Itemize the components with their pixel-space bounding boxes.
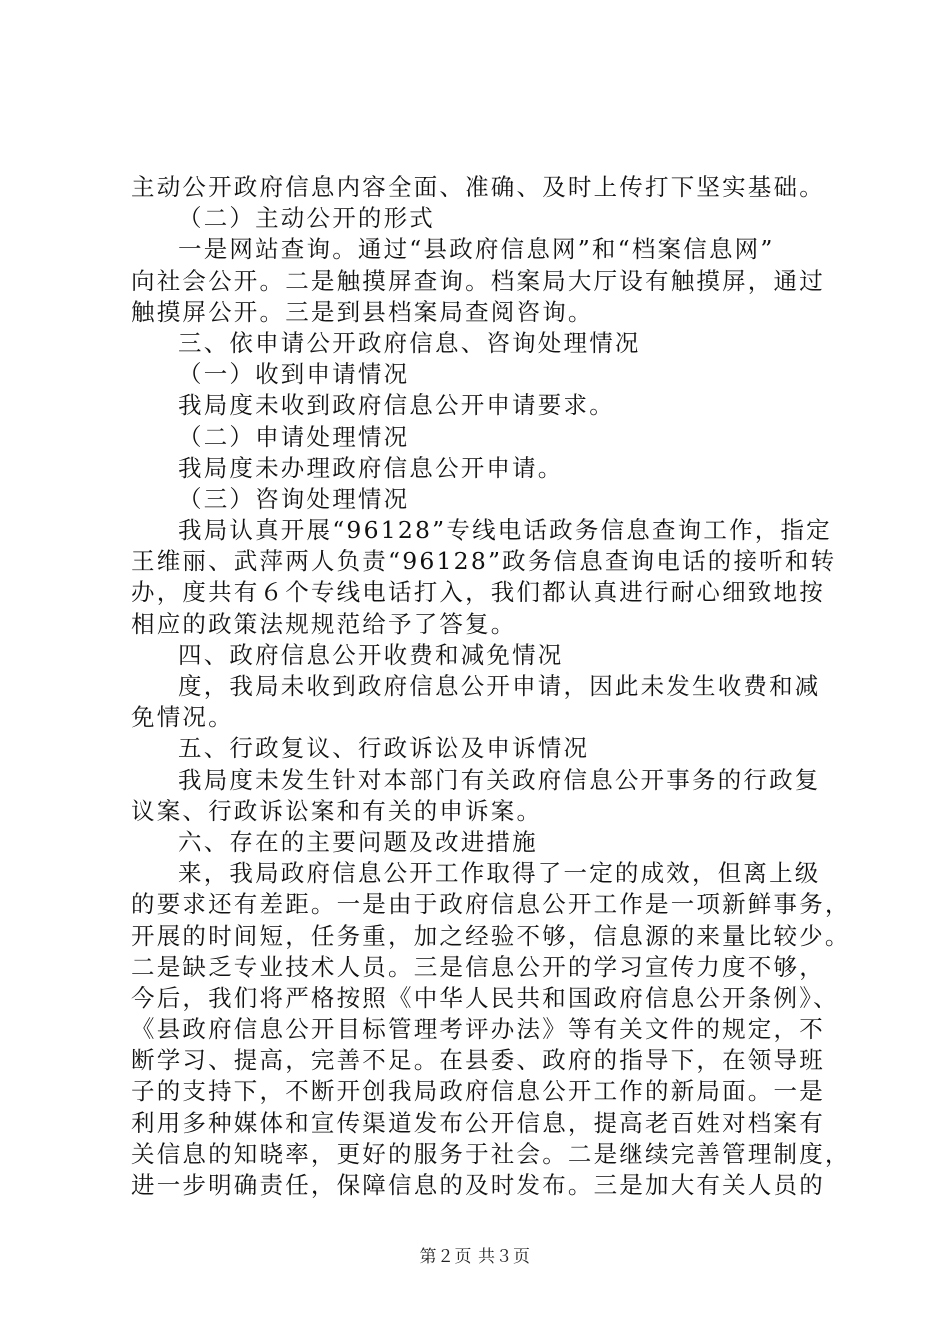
text-line: 利用多种媒体和宣传渠道发布公开信息，提高老百姓对档案有 [131, 1108, 825, 1137]
text-line: 议案、行政诉讼案和有关的申诉案。 [131, 796, 543, 825]
text-line: 我局度未收到政府信息公开申请要求。 [178, 391, 615, 420]
section-heading: （二）主动公开的形式 [178, 204, 435, 233]
section-heading: （三）咨询处理情况 [178, 484, 410, 513]
section-heading: 五、行政复议、行政诉讼及申诉情况 [178, 734, 590, 763]
page-footer [0, 1242, 950, 1267]
section-heading: 六、存在的主要问题及改进措施 [178, 827, 538, 856]
section-heading: 四、政府信息公开收费和减免情况 [178, 640, 564, 669]
text-line: 关信息的知晓率，更好的服务于社会。二是继续完善管理制度， [131, 1139, 851, 1168]
text-line: 触摸屏公开。三是到县档案局查阅咨询。 [131, 297, 594, 326]
text-line: 主动公开政府信息内容全面、准确、及时上传打下坚实基础。 [131, 173, 825, 201]
section-heading: （二）申请处理情况 [178, 422, 410, 451]
text-line: 我局认真开展“96128”专线电话政务信息查询工作，指定 [178, 516, 832, 545]
text-line: 来，我局政府信息公开工作取得了一定的成效，但离上级 [178, 859, 821, 888]
text-line: 今后，我们将严格按照《中华人民共和国政府信息公开条例》、 [131, 983, 839, 1012]
text-line: 度，我局未收到政府信息公开申请，因此未发生收费和减 [178, 672, 821, 700]
text-line: 断学习、提高，完善不足。在县委、政府的指导下，在领导班 [131, 1046, 825, 1075]
text-line: 二是缺乏专业技术人员。三是信息公开的学习宣传力度不够， [131, 952, 825, 981]
text-line: 我局度未办理政府信息公开申请。 [178, 453, 564, 482]
text-line: 办，度共有６个专线电话打入，我们都认真进行耐心细致地按 [131, 578, 825, 607]
section-heading: 三、依申请公开政府信息、咨询处理情况 [178, 328, 641, 357]
text-line: 免情况。 [131, 703, 234, 732]
page-number-label: 第２页 共３页 [419, 1247, 531, 1267]
text-line: 向社会公开。二是触摸屏查询。档案局大厅设有触摸屏，通过 [131, 266, 825, 295]
text-line: 子的支持下，不断开创我局政府信息公开工作的新局面。一是 [131, 1077, 825, 1106]
document-body [131, 172, 851, 1201]
text-line: 我局度未发生针对本部门有关政府信息公开事务的行政复 [178, 765, 821, 794]
text-line: 相应的政策法规规范给予了答复。 [131, 609, 517, 638]
text-line: 一是网站查询。通过“县政府信息网”和“档案信息网” [178, 235, 775, 264]
text-line: 的要求还有差距。一是由于政府信息公开工作是一项新鲜事务， [131, 890, 851, 919]
text-line: 进一步明确责任，保障信息的及时发布。三是加大有关人员的 [131, 1171, 825, 1199]
section-heading: （一）收到申请情况 [178, 360, 410, 389]
text-line: 《县政府信息公开目标管理考评办法》等有关文件的规定，不 [131, 1015, 825, 1044]
text-line: 王维丽、武萍两人负责“96128”政务信息查询电话的接听和转 [131, 547, 837, 576]
text-line: 开展的时间短，任务重，加之经验不够，信息源的来量比较少。 [131, 921, 851, 950]
